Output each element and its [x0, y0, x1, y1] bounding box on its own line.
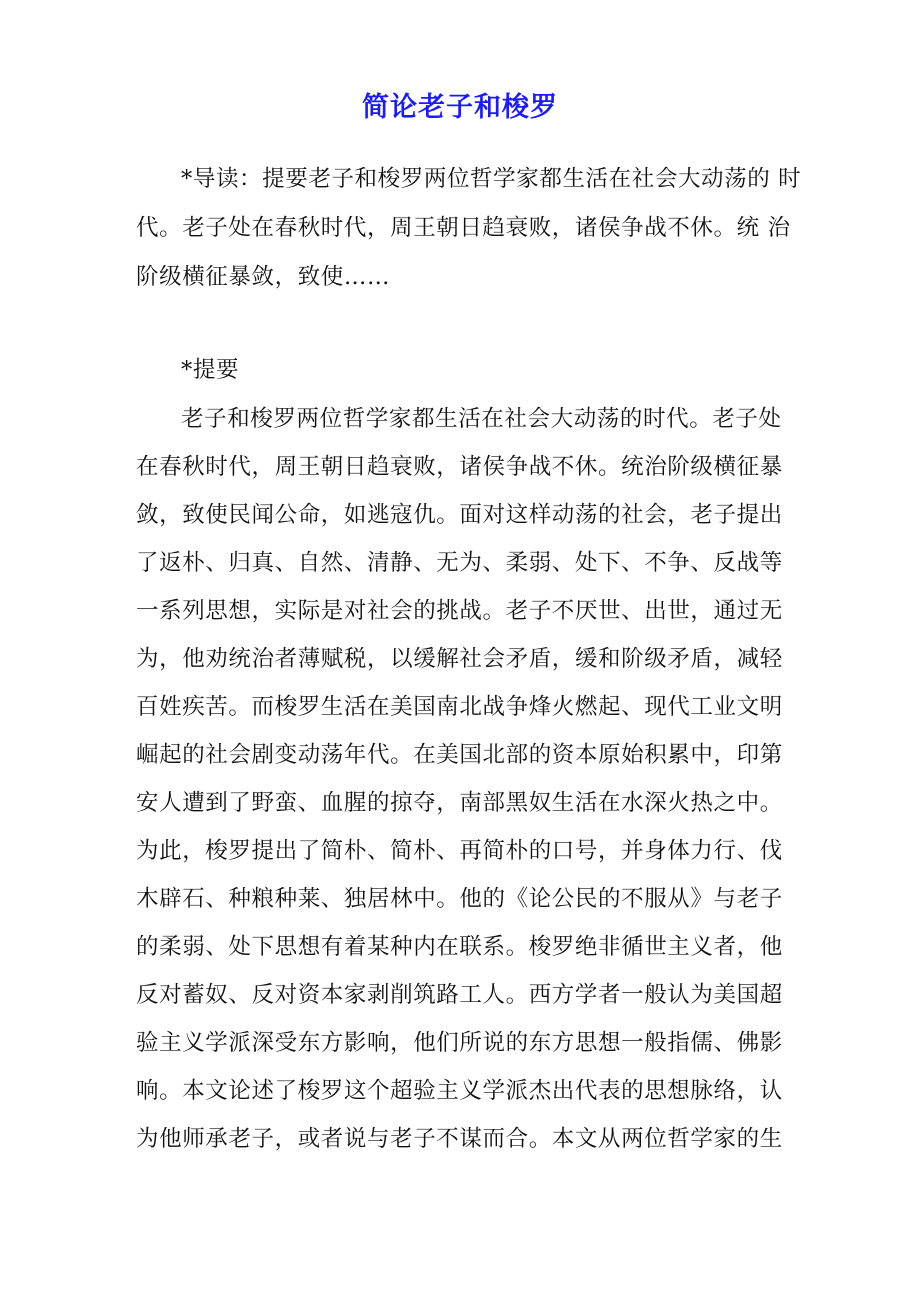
body-line: 崛起的社会剧变动荡年代。在美国北部的资本原始积累中，印第: [136, 742, 783, 768]
body-line: 反对蓄奴、反对资本家剥削筑路工人。西方学者一般认为美国超: [136, 982, 783, 1008]
body-line: 验主义学派深受东方影响，他们所说的东方思想一般指儒、佛影: [136, 1030, 783, 1056]
body-line: 的柔弱、处下思想有着某种内在联系。梭罗绝非循世主义者，他: [136, 934, 783, 960]
body-line: 敛，致使民闻公命，如逃寇仇。面对这样动荡的社会，老子提出: [136, 502, 783, 528]
body-line: 一系列思想，实际是对社会的挑战。老子不厌世、出世，通过无: [136, 598, 783, 624]
intro-line: 阶级横征暴敛，致使……: [136, 264, 391, 290]
body-line: 为此，梭罗提出了简朴、简朴、再简朴的口号，并身体力行、伐: [136, 838, 783, 864]
body-line: 为，他劝统治者薄赋税，以缓解社会矛盾，缓和阶级矛盾，减轻: [136, 646, 783, 672]
intro-line: 代。老子处在春秋时代，周王朝日趋衰败，诸侯争战不休。统 治: [136, 215, 791, 241]
body-line: 响。本文论述了梭罗这个超验主义学派杰出代表的思想脉络，认: [136, 1078, 783, 1104]
body-line: 为他师承老子，或者说与老子不谋而合。本文从两位哲学家的生: [136, 1126, 783, 1152]
body-line: 百姓疾苦。而梭罗生活在美国南北战争烽火燃起、现代工业文明: [136, 694, 783, 720]
body-line: 在春秋时代，周王朝日趋衰败，诸侯争战不休。统治阶级横征暴: [136, 454, 783, 480]
body-line: 老子和梭罗两位哲学家都生活在社会大动荡的时代。老子处: [181, 406, 782, 432]
body-line: 木辟石、种粮种莱、独居林中。他的《论公民的不服从》与老子: [136, 886, 783, 912]
intro-line: *导读：提要老子和梭罗两位哲学家都生活在社会大动荡的 时: [181, 166, 802, 192]
body-line: 了返朴、归真、自然、清静、无为、柔弱、处下、不争、反战等: [136, 550, 783, 576]
body-line: 安人遭到了野蛮、血腥的掠夺，南部黑奴生活在水深火热之中。: [136, 790, 783, 816]
document-title: 简论老子和梭罗: [362, 92, 558, 123]
section-heading: *提要: [181, 357, 240, 383]
